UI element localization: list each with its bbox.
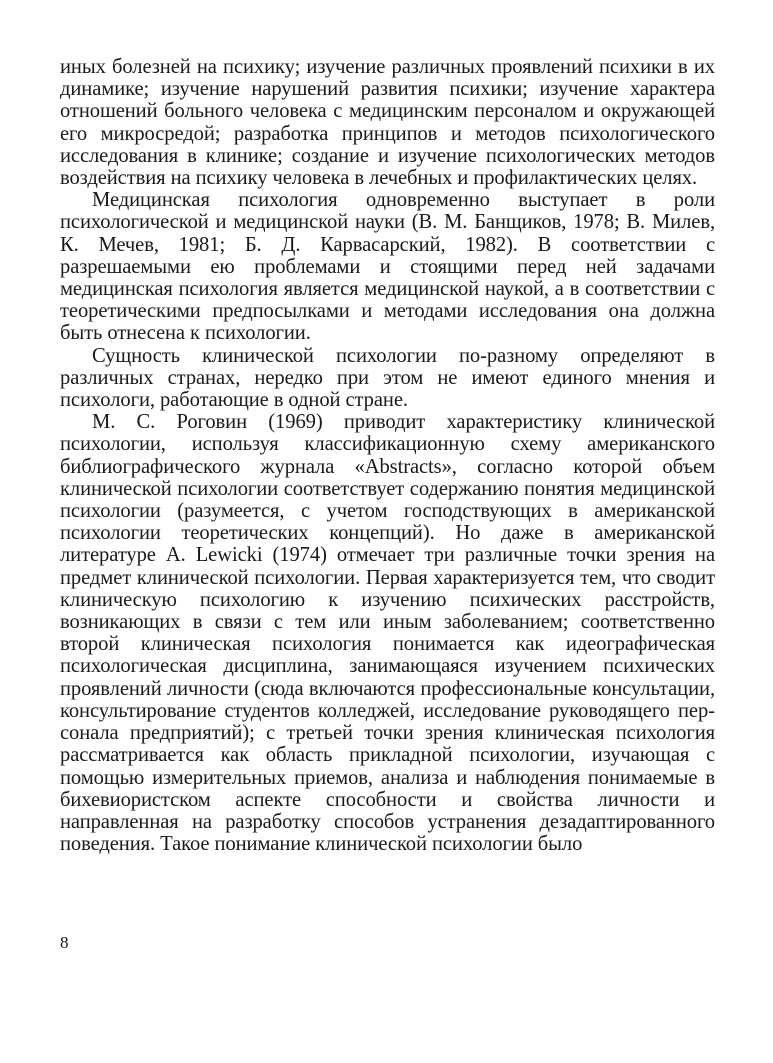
paragraph-3: Сущность клинической психологии по-разному определяют в различных странах, нередко при этом не имеют единого мнения и психологи, работающие в одной стране. bbox=[60, 344, 715, 412]
paragraph-4: М. С. Роговин (1969) приводит характеристику клинической психологии, используя классификационную схему американского библиографического журнала «Abstracts», согласно которой объем клинической психологии соответствует содержанию понятия медицинской психологии (разумеется, с учетом господствующих в американской психологии теоретических концепций). Но даже в американской литературе A. Lewicki (1974) отмечает три различные точки зрения на предмет клинической психологии. Первая характеризуется тем, что сводит клиническую психологию к изучению психических расстройств, возникающих в связи с тем или иным заболеванием; соответственно второй клиническая психология понимается как идеографическая психологическая дисциплина, занимающаяся изучением психических проявлений личности (сюда включаются профессиональные консультации, консультирование студентов колледжей, исследование руководящего персонала предприятий); с третьей точки зрения клиническая психология рассматривается как область прикладной психологии, изучающая с помощью измерительных приемов, анализа и наблюдения понимаемые в бихевиористском аспекте способности и свойства личности и направленная на разработку способов устранения дезадаптированного поведения. Такое понимание клинической психологии было bbox=[60, 411, 715, 856]
paragraph-2: Медицинская психология одновременно выступает в роли психологической и медицинской науки (В. М. Банщиков, 1978; В. Милев, К. Мечев, 1981; Б. Д. Карвасарский, 1982). В соответствии с разрешаемыми ею проблемами и стоящими перед ней задачами медицинская психология является медицинской наукой, а в соответствии с теоретическими предпосылками и методами исследования она должна быть отнесена к психологии. bbox=[60, 189, 715, 345]
page-text bbox=[60, 56, 715, 855]
paragraph-1: иных болезней на психику; изучение различных проявлений психики в их динамике; изучение нарушений развития психики; изучение характера отношений больного человека с медицинским персоналом и окружающей его микросредой; разработка принципов и методов психологического исследования в клинике; создание и изучение психологических методов воздействия на психику человека в лечебных и профилактических целях. bbox=[60, 56, 715, 190]
page-number: 8 bbox=[60, 933, 69, 952]
